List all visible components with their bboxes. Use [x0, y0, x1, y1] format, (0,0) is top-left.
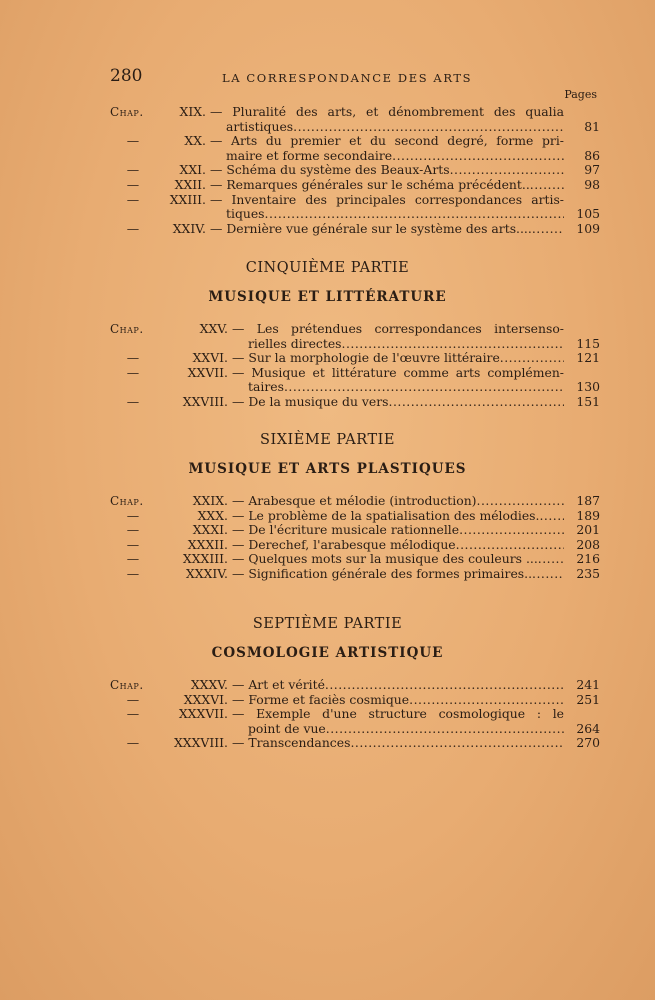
part-title: SIXIÈME PARTIE: [260, 432, 395, 448]
chapter-title: [232, 523, 600, 538]
page-ref: 216: [576, 551, 600, 567]
dot-leader: [539, 509, 564, 524]
ditto-dash: —: [126, 522, 140, 538]
title-text: maire et forme secondaire: [226, 147, 393, 163]
title-text: — Signification générale des formes primaires..: [232, 565, 533, 581]
title-text: rielles directes: [248, 335, 342, 351]
chapter-label: Chap.: [110, 494, 144, 508]
title-text: — Quelques mots sur la musique des couleurs ...: [232, 551, 538, 567]
ditto-dash: —: [126, 191, 140, 207]
title-line: [210, 222, 600, 237]
title-line: [210, 193, 600, 208]
page-ref: 208: [576, 536, 600, 552]
page-ref: 241: [576, 677, 600, 692]
dot-leader: [342, 337, 564, 352]
ditto-dash: —: [126, 133, 140, 149]
title-line: [210, 178, 600, 193]
toc-entry[interactable]: [110, 163, 600, 178]
toc-entry[interactable]: [110, 736, 600, 751]
page-ref: 201: [576, 522, 600, 538]
title-line: [232, 337, 600, 352]
part-title: CINQUIÈME PARTIE: [245, 260, 410, 276]
chapter-numeral: XXXVII.: [178, 706, 228, 722]
chapter-title: [232, 736, 600, 751]
title-text: — Arts du premier et du second degré, forme pri-: [210, 133, 564, 149]
chapter-title: [210, 163, 600, 178]
chapter-title: [232, 395, 600, 410]
chapter-title: [232, 538, 600, 553]
chapter-title: [232, 552, 600, 567]
title-line: [232, 552, 600, 567]
page-header: [110, 66, 602, 90]
page-ref: 187: [576, 493, 600, 508]
dot-leader: [532, 222, 564, 237]
ditto-dash: —: [126, 393, 140, 409]
chapter-title: [210, 105, 600, 134]
title-line: [232, 693, 600, 708]
chapter-numeral: XXXII.: [187, 536, 228, 552]
page-ref: 189: [576, 507, 600, 523]
toc-entry[interactable]: [110, 222, 600, 237]
page-ref: 251: [576, 691, 600, 707]
chapter-numeral: XXXVIII.: [173, 735, 228, 751]
title-line: [210, 120, 600, 135]
chapter-title: [210, 193, 600, 222]
toc-section: [110, 494, 600, 582]
chapter-numeral: XXXIV.: [185, 565, 228, 581]
toc-entry[interactable]: [110, 494, 600, 509]
chapter-title: [210, 134, 600, 163]
title-line: [232, 707, 600, 722]
dot-leader: [500, 351, 564, 366]
chapter-title: [232, 322, 600, 351]
chapter-title: [232, 366, 600, 395]
chapter-numeral: XXVII.: [187, 364, 228, 380]
dot-leader: [532, 567, 564, 582]
title-line: [232, 523, 600, 538]
toc-entry[interactable]: [110, 351, 600, 366]
title-text: — Transcendances: [232, 735, 351, 751]
running-title: LA CORRESPONDANCE DES ARTS: [222, 71, 473, 85]
chapter-numeral: XXIX.: [192, 493, 228, 508]
ditto-dash: —: [126, 350, 140, 366]
title-text: — Art et vérité: [232, 677, 325, 692]
chapter-title: [232, 351, 600, 366]
page-ref: 86: [584, 147, 600, 163]
ditto-dash: —: [126, 691, 140, 707]
title-text: — Musique et littérature comme arts complémen-: [232, 364, 564, 380]
page-ref: 130: [576, 379, 600, 395]
page-number: 280: [110, 66, 143, 86]
title-text: — Schéma du système des Beaux-Arts: [210, 162, 450, 178]
dot-leader: [284, 380, 564, 395]
part-subtitle: COSMOLOGIE ARTISTIQUE: [211, 645, 444, 661]
page-ref: 98: [584, 176, 600, 192]
title-line: [210, 105, 600, 120]
dot-leader: [350, 736, 564, 751]
title-line: [210, 163, 600, 178]
chapter-title: [232, 509, 600, 524]
chapter-title: [232, 567, 600, 582]
chapter-label: Chap.: [110, 678, 144, 692]
ditto-dash: —: [126, 220, 140, 236]
title-text: — Forme et faciès cosmique: [232, 691, 410, 707]
chapter-numeral: XXXVI.: [183, 691, 228, 707]
chapter-numeral: XXX.: [197, 507, 228, 523]
title-line: [210, 134, 600, 149]
title-line: [232, 538, 600, 553]
part-subtitle: MUSIQUE ET LITTÉRATURE: [208, 289, 447, 305]
ditto-dash: —: [126, 507, 140, 523]
title-line: [232, 366, 600, 381]
dot-leader: [392, 149, 564, 164]
title-text: point de vue: [248, 720, 326, 736]
chapter-numeral: XXVIII.: [182, 393, 228, 409]
toc-entry[interactable]: [110, 707, 600, 736]
pages-column-label: Pages: [564, 88, 597, 101]
page-ref: 235: [576, 565, 600, 581]
ditto-dash: —: [126, 536, 140, 552]
chapter-numeral: XXXI.: [192, 522, 228, 538]
title-text: — De la musique du vers: [232, 393, 389, 409]
chapter-numeral: XX.: [184, 133, 206, 149]
title-line: [232, 567, 600, 582]
title-text: — De l'écriture musicale rationnelle: [232, 522, 460, 538]
chapter-numeral: XXI.: [179, 162, 206, 178]
title-text: — Les prétendues correspondances intersenso-: [232, 321, 564, 336]
toc-entry[interactable]: [110, 693, 600, 708]
part-title: SEPTIÈME PARTIE: [252, 616, 403, 632]
dot-leader: [409, 693, 564, 708]
title-text: — Dernière vue générale sur le système des arts....: [210, 220, 532, 236]
title-line: [210, 149, 600, 164]
title-text: artistiques: [226, 118, 294, 134]
chapter-numeral: XXXIII.: [182, 551, 228, 567]
page-ref: 115: [576, 335, 600, 351]
page-ref: 151: [576, 393, 600, 409]
title-line: [232, 678, 600, 693]
toc-section: [110, 322, 600, 410]
page-ref: 121: [576, 350, 600, 366]
page-ref: 270: [576, 735, 600, 751]
toc-entry[interactable]: [110, 678, 600, 693]
dot-leader: [325, 678, 564, 693]
chapter-title: [232, 678, 600, 693]
title-line: [232, 395, 600, 410]
dot-leader: [265, 207, 564, 222]
title-text: taires: [248, 379, 284, 395]
title-text: tiques: [226, 206, 265, 222]
dot-leader: [456, 538, 564, 553]
dot-leader: [389, 395, 564, 410]
chapter-title: [210, 222, 600, 237]
title-line: [232, 322, 600, 337]
title-text: — Le problème de la spatialisation des mélodies.: [232, 507, 540, 523]
title-line: [232, 380, 600, 395]
toc-section: [110, 105, 600, 236]
chapter-numeral: XIX.: [179, 104, 206, 119]
toc-entry[interactable]: [110, 178, 600, 193]
dot-leader: [326, 722, 564, 737]
chapter-numeral: XXIII.: [169, 191, 206, 207]
dot-leader: [450, 163, 564, 178]
dot-leader: [477, 494, 564, 509]
title-line: [232, 509, 600, 524]
dot-leader: [530, 178, 564, 193]
toc-entry[interactable]: [110, 552, 600, 567]
chapter-title: [232, 494, 600, 509]
toc-entry[interactable]: [110, 538, 600, 553]
toc-entry[interactable]: [110, 395, 600, 410]
title-line: [232, 494, 600, 509]
title-text: — Exemple d'une structure cosmologique : le: [232, 706, 564, 722]
part-subtitle: MUSIQUE ET ARTS PLASTIQUES: [188, 461, 467, 477]
page-ref: 109: [576, 220, 600, 236]
title-text: — Derechef, l'arabesque mélodique: [232, 536, 456, 552]
chapter-title: [232, 693, 600, 708]
ditto-dash: —: [126, 565, 140, 581]
toc-section: [110, 678, 600, 751]
dot-leader: [538, 552, 564, 567]
toc-entry[interactable]: [110, 105, 600, 134]
chapter-numeral: XXII.: [174, 176, 206, 192]
chapter-label: Chap.: [110, 105, 144, 119]
toc-entry[interactable]: [110, 366, 600, 395]
title-line: [210, 207, 600, 222]
ditto-dash: —: [126, 735, 140, 751]
title-line: [232, 722, 600, 737]
dot-leader: [293, 120, 564, 135]
page-ref: 97: [584, 162, 600, 178]
toc-entry[interactable]: [110, 567, 600, 582]
ditto-dash: —: [126, 364, 140, 380]
ditto-dash: —: [126, 706, 140, 722]
dot-leader: [459, 523, 564, 538]
ditto-dash: —: [126, 176, 140, 192]
title-text: — Sur la morphologie de l'œuvre littéraire: [232, 350, 500, 366]
toc-entry[interactable]: [110, 193, 600, 222]
title-text: — Inventaire des principales correspondances artis-: [210, 191, 564, 207]
ditto-dash: —: [126, 551, 140, 567]
title-text: — Remarques générales sur le schéma précédent..: [210, 176, 530, 192]
chapter-numeral: XXIV.: [172, 220, 206, 236]
title-text: — Pluralité des arts, et dénombrement des qualia: [210, 104, 564, 119]
chapter-numeral: XXXV.: [190, 677, 228, 692]
page-ref: 81: [584, 118, 600, 134]
page-ref: 105: [576, 206, 600, 222]
ditto-dash: —: [126, 162, 140, 178]
toc-entry[interactable]: [110, 523, 600, 538]
toc-entry[interactable]: [110, 322, 600, 351]
toc-entry[interactable]: [110, 134, 600, 163]
toc-entry[interactable]: [110, 509, 600, 524]
chapter-title: [232, 707, 600, 736]
chapter-title: [210, 178, 600, 193]
chapter-label: Chap.: [110, 322, 144, 336]
chapter-numeral: XXV.: [199, 321, 228, 336]
title-line: [232, 351, 600, 366]
title-text: — Arabesque et mélodie (introduction): [232, 493, 477, 508]
page-ref: 264: [576, 720, 600, 736]
title-line: [232, 736, 600, 751]
chapter-numeral: XXVI.: [192, 350, 228, 366]
